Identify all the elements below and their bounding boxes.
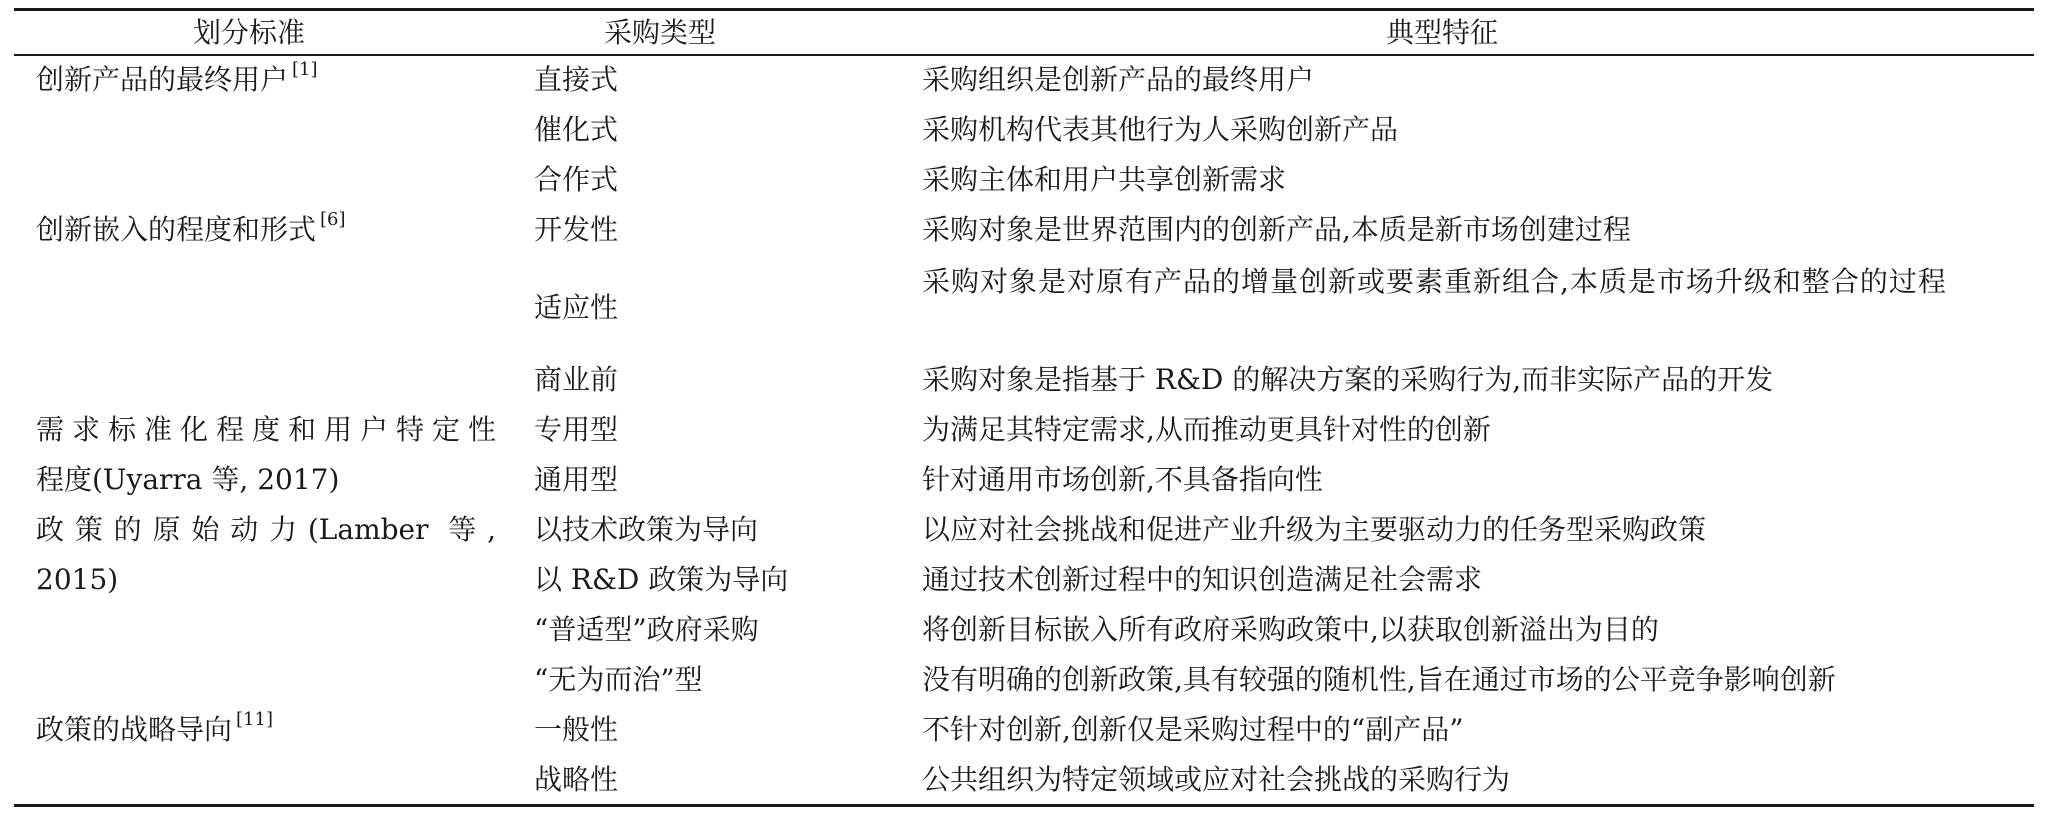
table-bottom-rule: [14, 804, 2034, 807]
criterion-policy-driver-line2: 2015): [36, 563, 119, 596]
citation-ref: [6]: [320, 209, 346, 230]
citation-ref: [11]: [236, 709, 273, 730]
table-header: [0, 12, 2048, 54]
criterion-embedding: 创新嵌入的程度和形式 [6]: [36, 209, 346, 246]
type-cell: 商业前: [534, 363, 619, 396]
criterion-standardization-line1: 需求标准化程度和用户特定性: [36, 413, 496, 446]
type-cell: 战略性: [534, 763, 619, 796]
type-cell: 专用型: [534, 413, 619, 446]
type-cell: 一般性: [534, 713, 619, 746]
criterion-policy-driver-line1: 政策的原始动力(Lamber 等,: [36, 513, 496, 546]
type-cell: “无为而治”型: [534, 663, 703, 696]
type-cell: 开发性: [534, 213, 619, 246]
header-typical-feature: 典型特征: [1385, 16, 1498, 49]
feature-cell: 采购对象是指基于 R&D 的解决方案的采购行为,而非实际产品的开发: [922, 363, 1774, 396]
type-cell: 以 R&D 政策为导向: [534, 563, 789, 596]
feature-cell: 针对通用市场创新,不具备指向性: [922, 463, 1323, 496]
feature-cell: 采购组织是创新产品的最终用户: [922, 63, 1315, 96]
feature-cell: 以应对社会挑战和促进产业升级为主要驱动力的任务型采购政策: [922, 513, 1707, 546]
header-procurement-type: 采购类型: [603, 16, 716, 49]
type-cell: 适应性: [534, 291, 619, 324]
feature-cell: 采购对象是世界范围内的创新产品,本质是新市场创建过程: [922, 213, 1631, 246]
table-top-rule: [14, 8, 2034, 11]
type-cell: 通用型: [534, 463, 619, 496]
feature-cell: 没有明确的创新政策,具有较强的随机性,旨在通过市场的公平竞争影响创新: [922, 663, 1836, 696]
criterion-end-user: 创新产品的最终用户 [1]: [36, 59, 318, 96]
type-cell: 以技术政策为导向: [534, 513, 759, 546]
feature-cell: 采购机构代表其他行为人采购创新产品: [922, 113, 1399, 146]
type-cell: 催化式: [534, 113, 619, 146]
type-cell: “普适型”政府采购: [534, 613, 759, 646]
criterion-strategic-orientation: 政策的战略导向 [11]: [36, 709, 273, 746]
header-criterion: 划分标准: [192, 16, 305, 49]
feature-cell: 采购主体和用户共享创新需求: [922, 163, 1287, 196]
feature-cell: 为满足其特定需求,从而推动更具针对性的创新: [922, 413, 1491, 446]
criterion-standardization-line2: 程度(Uyarra 等, 2017): [36, 463, 340, 496]
type-cell: 直接式: [534, 63, 619, 96]
feature-cell: 不针对创新,创新仅是采购过程中的“副产品”: [922, 713, 1464, 746]
feature-cell: 采购对象是对原有产品的增量创新或要素重新组合,本质是市场升级和整合的过程: [922, 265, 1947, 298]
citation-ref: [1]: [292, 59, 318, 80]
feature-cell: 将创新目标嵌入所有政府采购政策中,以获取创新溢出为目的: [922, 613, 1659, 646]
type-cell: 合作式: [534, 163, 619, 196]
feature-cell: 通过技术创新过程中的知识创造满足社会需求: [922, 563, 1483, 596]
feature-cell: 公共组织为特定领域或应对社会挑战的采购行为: [922, 763, 1511, 796]
